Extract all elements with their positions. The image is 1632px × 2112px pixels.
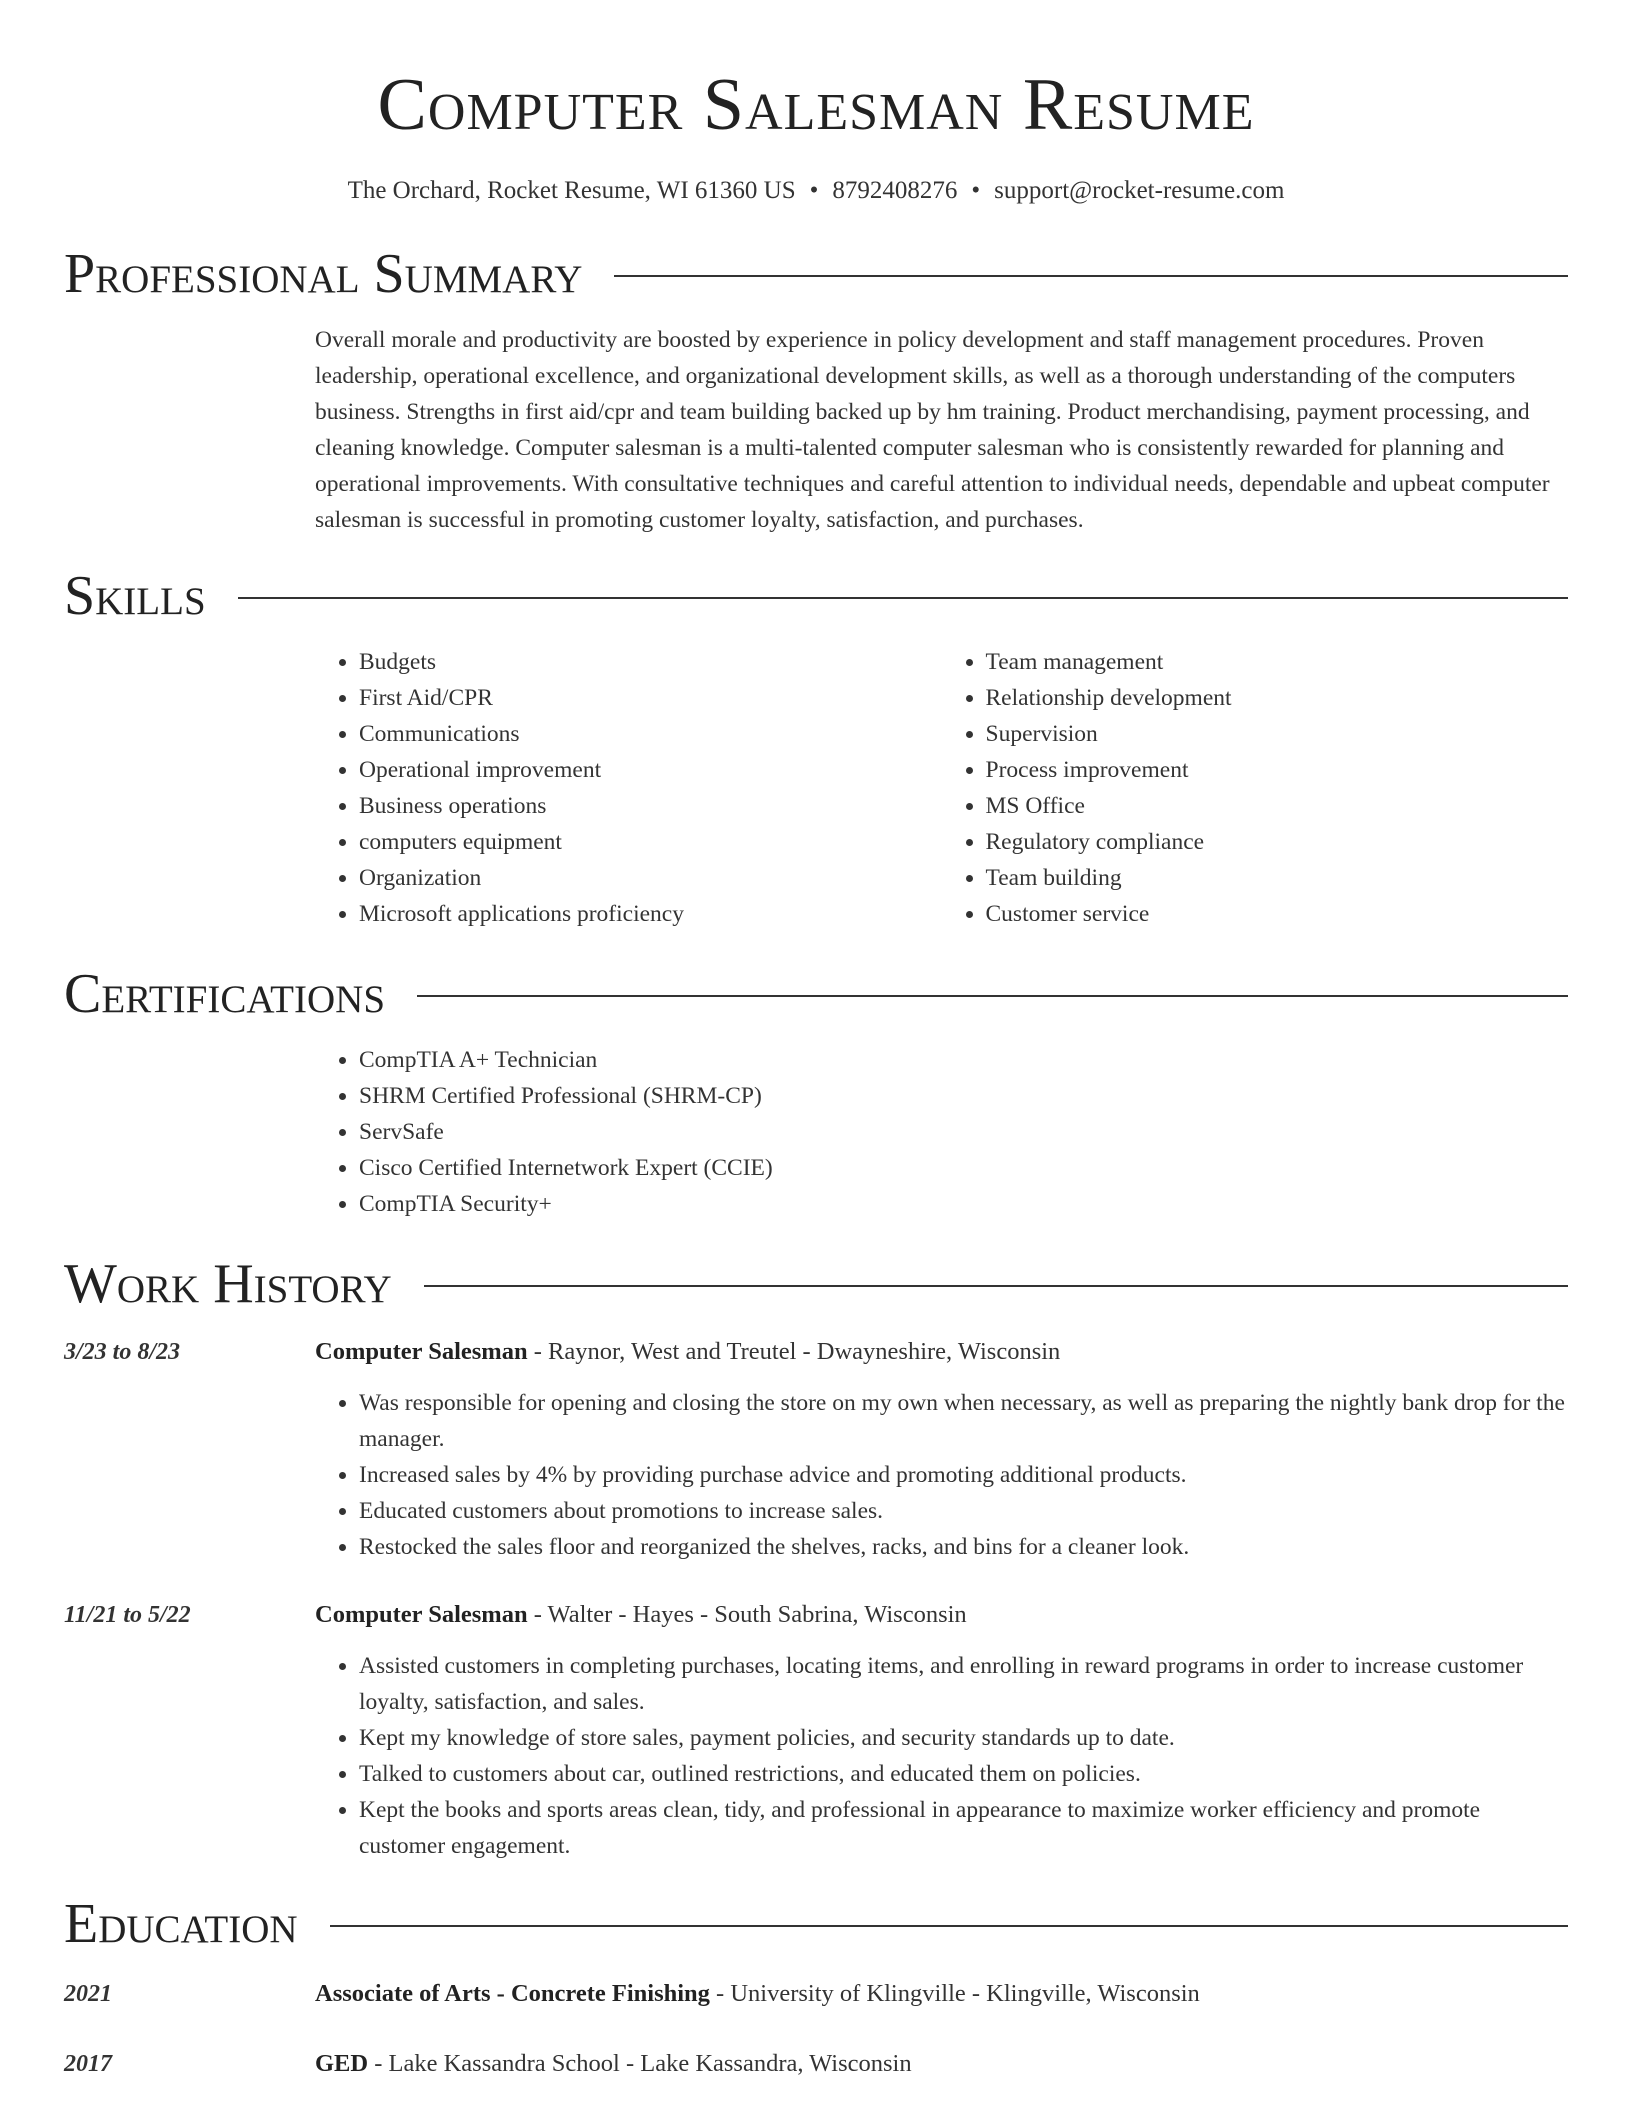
certification-item: • SHRM Certified Professional (SHRM-CP) [359,1078,1568,1114]
skills-list-right [942,644,1569,932]
skill-item: • computers equipment [359,824,942,860]
education-year: 2021 [64,1981,112,2007]
job-employer: - Walter - Hayes - South Sabrina, Wisconsin [527,1601,967,1628]
education-entry [64,1976,1568,2012]
skill-item: • Communications [359,716,942,752]
job-heading-line [315,1334,1568,1370]
skills-content [315,644,1568,932]
education-degree: Associate of Arts - Concrete Finishing [315,1980,710,2007]
certification-item: • Cisco Certified Internetwork Expert (CCIE) [359,1150,1568,1186]
education-entry [64,2046,1568,2082]
job-duties [315,1648,1568,1864]
section-divider [238,597,1568,599]
education-school: - Lake Kassandra School - Lake Kassandra, Wisconsin [368,2050,912,2077]
skill-item: • First Aid/CPR [359,680,942,716]
job-entry [64,1334,1568,1565]
skill-item: • Team building [986,860,1569,896]
certifications-content [315,1042,1568,1222]
job-heading-line [315,1597,1568,1633]
job-title: Computer Salesman [315,1338,528,1365]
skill-item: • Team management [986,644,1569,680]
education-school: - University of Klingville - Klingville, Wisconsin [709,1980,1200,2007]
contact-email: support@rocket-resume.com [994,177,1285,204]
work-history-section-header [64,1252,1568,1316]
summary-content [315,322,1568,538]
job-title: Computer Salesman [315,1601,528,1628]
certification-item: • CompTIA Security+ [359,1186,1568,1222]
duty-item: • Assisted customers in completing purchases, locating items, and enrolling in reward programs in order to increase customer loyalty, satisfaction, and sales. [359,1648,1568,1720]
education-year: 2017 [64,2051,112,2077]
duty-item: • Increased sales by 4% by providing purchase advice and promoting additional products. [359,1457,1568,1493]
skill-item: • Relationship development [986,680,1569,716]
skills-list-left [315,644,942,932]
contact-address: The Orchard, Rocket Resume, WI 61360 US [347,177,796,204]
resume-title: Computer Salesman Resume [377,64,1255,146]
summary-paragraph: Overall morale and productivity are boosted by experience in policy development and staff management procedures. Proven leadership, operational excellence, and organizational development skills, as well as a thorough understanding of the computers business. Strengths in first aid/cpr and team building backed up by hm training. Product merchandising, payment processing, and cleaning knowledge. Computer salesman is a multi-talented computer salesman who is consistently rewarded for planning and operational improvements. With consultative techniques and careful attention to individual needs, dependable and upbeat computer salesman is successful in promoting customer loyalty, satisfaction, and purchases. [315,327,1550,533]
duty-item: • Restocked the sales floor and reorganized the shelves, racks, and bins for a cleaner look. [359,1529,1568,1565]
education-details [315,2046,1568,2082]
summary-section-header [64,242,1568,306]
section-heading-work-history: Work History [64,1253,392,1315]
skill-item: • Business operations [359,788,942,824]
skill-item: • Customer service [986,896,1569,932]
duty-item: • Educated customers about promotions to increase sales. [359,1493,1568,1529]
contact-line [64,176,1568,206]
job-details [315,1334,1568,1565]
duty-item: • Talked to customers about car, outlined restrictions, and educated them on policies. [359,1756,1568,1792]
section-divider [614,275,1568,277]
education-details [315,1976,1568,2012]
skill-item: • Process improvement [986,752,1569,788]
section-heading-skills: Skills [64,565,206,627]
certification-item: • ServSafe [359,1114,1568,1150]
job-employer: - Raynor, West and Treutel - Dwayneshire, Wisconsin [527,1338,1061,1365]
job-duties [315,1385,1568,1565]
education-degree: GED [315,2050,369,2077]
skill-item: • MS Office [986,788,1569,824]
certification-item: • CompTIA A+ Technician [359,1042,1568,1078]
job-entry [64,1597,1568,1864]
skill-item: • Operational improvement [359,752,942,788]
contact-separator: • [809,177,819,204]
job-dates: 3/23 to 8/23 [64,1339,181,1365]
section-heading-education: Education [64,1893,298,1955]
contact-separator: • [971,177,981,204]
section-divider [330,1925,1568,1927]
skill-item: • Regulatory compliance [986,824,1569,860]
education-section-header [64,1892,1568,1956]
skill-item: • Supervision [986,716,1569,752]
section-heading-certifications: Certifications [64,963,386,1025]
certifications-list [315,1042,1568,1222]
section-divider [424,1285,1568,1287]
section-heading-summary: Professional Summary [64,243,583,305]
skills-section-header [64,564,1568,628]
duty-item: • Kept my knowledge of store sales, payment policies, and security standards up to date. [359,1720,1568,1756]
job-dates: 11/21 to 5/22 [64,1602,191,1628]
duty-item: • Kept the books and sports areas clean, tidy, and professional in appearance to maximize worker efficiency and promote customer engagement. [359,1792,1568,1864]
resume-page [64,0,1568,2082]
section-divider [417,995,1568,997]
skill-item: • Organization [359,860,942,896]
skill-item: • Budgets [359,644,942,680]
job-details [315,1597,1568,1864]
certifications-section-header [64,962,1568,1026]
contact-phone: 8792408276 [832,177,958,204]
duty-item: • Was responsible for opening and closing the store on my own when necessary, as well as preparing the nightly bank drop for the manager. [359,1385,1568,1457]
skill-item: • Microsoft applications proficiency [359,896,942,932]
